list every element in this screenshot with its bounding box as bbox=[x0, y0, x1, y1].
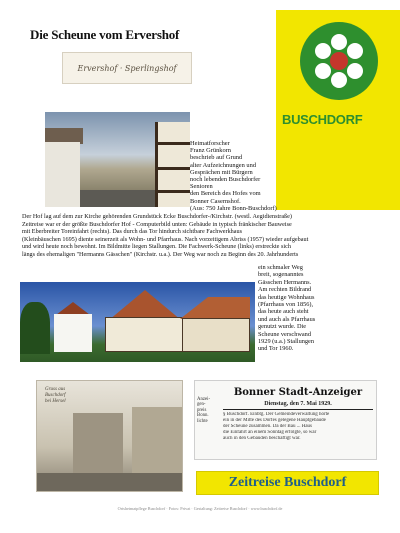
page-title: Die Scheune vom Ervershof bbox=[30, 27, 180, 42]
text-line: und wird heute noch bewohnt. Im Bildmitte liegen Stallungen. Die Fachwerk-Scheune (links) erstreckte sich bbox=[22, 243, 291, 251]
caption-line: noch lebenden Buschdorfer Senioren bbox=[190, 176, 261, 191]
text-line: Gässchen Hermanns. bbox=[258, 278, 312, 286]
right-text bbox=[258, 264, 388, 353]
main-text bbox=[22, 213, 392, 259]
caption-line: den Bereich des Hofes vom Bonner Casernshof. bbox=[190, 190, 261, 205]
text-line: und Tor 1960. bbox=[258, 345, 294, 353]
historic-postcard bbox=[36, 380, 183, 492]
newspaper-clipping bbox=[194, 380, 377, 460]
text-line: das heute auch steht bbox=[258, 308, 309, 316]
signature-image: Ervershof · Sperlingshof bbox=[62, 52, 192, 84]
divider bbox=[223, 409, 373, 410]
caption-line: Gesprächen mit Bürgern bbox=[190, 168, 253, 176]
text-line: mit Eberbreiter Toreinfahrt (rechts). Das durch das Tor hindurch sichtbare Fachwerkhaus bbox=[22, 228, 243, 236]
newspaper-date: Dienstag, den 7. Mai 1929. bbox=[264, 401, 332, 407]
caption-line: Franz Grünkorn bbox=[190, 147, 231, 155]
text-line: (Kleinbäuschen 1695) diente seinerzeit als Wohn- und Pfarrhaus. Nach vorzeitigem Abriss (1957) wieder aufgebaut bbox=[22, 235, 309, 243]
postcard-caption: Gruss aus Buschdorf bei Hersel bbox=[45, 387, 66, 404]
text-line: (Pfarrhaus von 1856), bbox=[258, 301, 314, 309]
text-line: Scheune verschwand bbox=[258, 330, 311, 338]
text-line: ein schmaler Weg bbox=[258, 264, 303, 271]
side-caption bbox=[190, 140, 280, 212]
street-photo bbox=[45, 112, 190, 207]
text-line: das heutige Wohnhaus bbox=[258, 293, 315, 301]
text-line: Am rechten Bildrand bbox=[258, 286, 312, 294]
text-line: genutzt wurde. Die bbox=[258, 323, 307, 331]
caption-line: alter Aufzeichnungen und bbox=[190, 161, 257, 169]
text-line: Zeitreise war er der größte Buschdorfer Hof - Computerbild unten: Gebäude in typisch fränkischer Bauweise bbox=[22, 220, 292, 228]
newspaper-article: § Buschdorf. Einbtg. Der Gemeindeverwaltung hörte ein in der Mitte des Dorfes gelegene Hauptgebäude der Scheune zusammen. Da der Bau ... Haus die Einfahrt an einem Sonntag erfolgte, so war auch in den Gebäuden beschäftigt war. bbox=[223, 412, 330, 441]
text-line: 1929 (u.a.) Stallungen bbox=[258, 338, 314, 346]
text-line: längs des ehemaligen "Hermanns Gässchen" (Kirchstr. u.a.). Der Weg war noch zu Beginn des 20. Jahrhunderts bbox=[22, 250, 299, 258]
text-line: breit, sogenanntes bbox=[258, 271, 304, 279]
computer-rendering-image bbox=[20, 282, 255, 362]
newspaper-masthead: Bonner Stadt-Anzeiger bbox=[233, 387, 363, 398]
logo-emblem bbox=[300, 22, 378, 100]
text-line: Der Hof lag auf dem zur Kirche gehörenden Grundstück Ecke Buschdorfer-/Kirchstr. (westl. Aegidienstraße) bbox=[22, 213, 292, 220]
newspaper-side-column: Anzei- gen- preis Bonn. lichte bbox=[197, 397, 211, 424]
series-banner: Zeitreise Buschdorf bbox=[196, 471, 379, 495]
footer-credits: Ortsheimatpflege Buschdorf · Fotos: Privat · Gestaltung: Zeitreise Buschdorf · www.buschdorf.de bbox=[117, 506, 283, 511]
caption-line: Heimatforscher bbox=[190, 140, 230, 147]
text-line: und auch als Pfarrhaus bbox=[258, 315, 316, 323]
logo-wordmark: BUSCHDORF bbox=[282, 112, 363, 127]
caption-line: (Aus: 750 Jahre Bonn-Buschdorf) bbox=[190, 204, 277, 212]
caption-line: beschrieb auf Grund bbox=[190, 154, 243, 162]
flower-icon bbox=[300, 22, 378, 100]
